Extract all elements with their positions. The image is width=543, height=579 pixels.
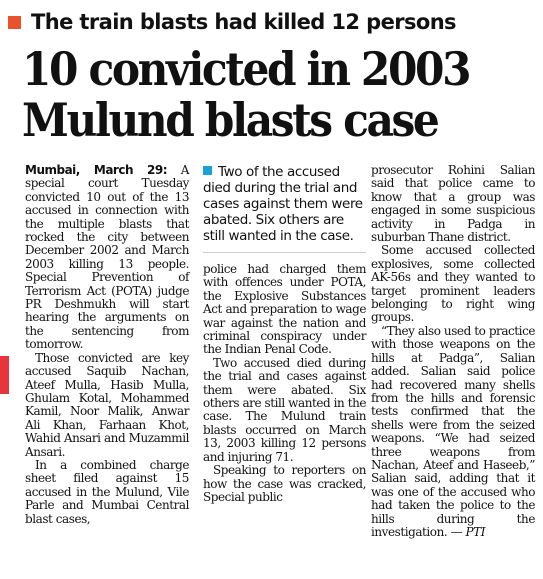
headline-line-1: 10 convicted in 2003 [22, 42, 470, 96]
paragraph: Those convicted are key accused Saquib Nachan, Ateef Mulla, Hasib Mulla, Ghulam Kotal, Mohammed Kamil, Noor Malik, Anwar Ali Khan, Farhaan Khot, Wahid Ansari and Muzammil Ansari. [25, 350, 189, 459]
paragraph-text: A special court Tuesday convicted 10 out of the 13 accused in connection with the multiple blasts that rocked the city between December 2002 and March 2003 killing 13 people. Special Prevention of Terrorism Act (POTA) judge PR Deshmukh will start hearing the arguments on the sentencing from tomorrow. [25, 163, 189, 352]
paragraph [25, 164, 189, 352]
paragraph [371, 325, 535, 540]
dateline: Mumbai, March 29: [25, 163, 168, 177]
paragraph: Speaking to reporters on how the case was cracked, Special public [203, 463, 366, 504]
byline: — PTI [450, 524, 485, 539]
divider [203, 252, 366, 253]
kicker-square-icon [8, 16, 21, 29]
paragraph: prosecutor Rohini Salian said that police came to know that a group was engaged in some suspicious activity in Padga in suburban Thane district. [371, 163, 535, 245]
kicker [6, 4, 538, 40]
paragraph: Two accused died during the trial and cases against them were abated. Six others are still wanted in the case. The Mulund train blasts occurred on March 13, 2003 killing 12 persons and injuring 71. [203, 355, 366, 464]
paragraph: Some accused collected explosives, some collected AK-56s and they wanted to target prominent leaders belonging to right wing groups. [371, 243, 535, 325]
article-body [0, 164, 543, 579]
column-2 [203, 164, 366, 504]
pull-quote-text: Two of the accused died during the trial and cases against them were abated. Six others are still wanted in the case. [203, 164, 363, 244]
pull-quote [203, 164, 366, 244]
paragraph: police had charged them with offences under POTA, the Explosive Substances Act and preparation to wage war against the nation and criminal conspiracy under the Indian Penal Code. [203, 262, 366, 357]
headline [22, 44, 491, 146]
paragraph-text: “They also used to practice with those weapons on the hills at Padga”, Salian added. Salian said police had recovered many shells from the hills and forensic tests confirmed that the shells were from the seized weapons. “We had seized three weapons from Nachan, Ateef and Haseeb,” Salian said, adding that it was one of the accused who had taken the police to the hills during the investigation. [371, 323, 535, 539]
column-1 [25, 164, 189, 526]
headline-line-2: Mulund blasts case [22, 93, 438, 147]
pullquote-square-icon [203, 166, 212, 175]
paragraph: In a combined charge sheet filed against 15 accused in the Mulund, Vile Parle and Mumbai Central blast cases, [25, 457, 189, 526]
column-3 [371, 164, 535, 539]
kicker-text: The train blasts had killed 12 persons [31, 10, 456, 34]
